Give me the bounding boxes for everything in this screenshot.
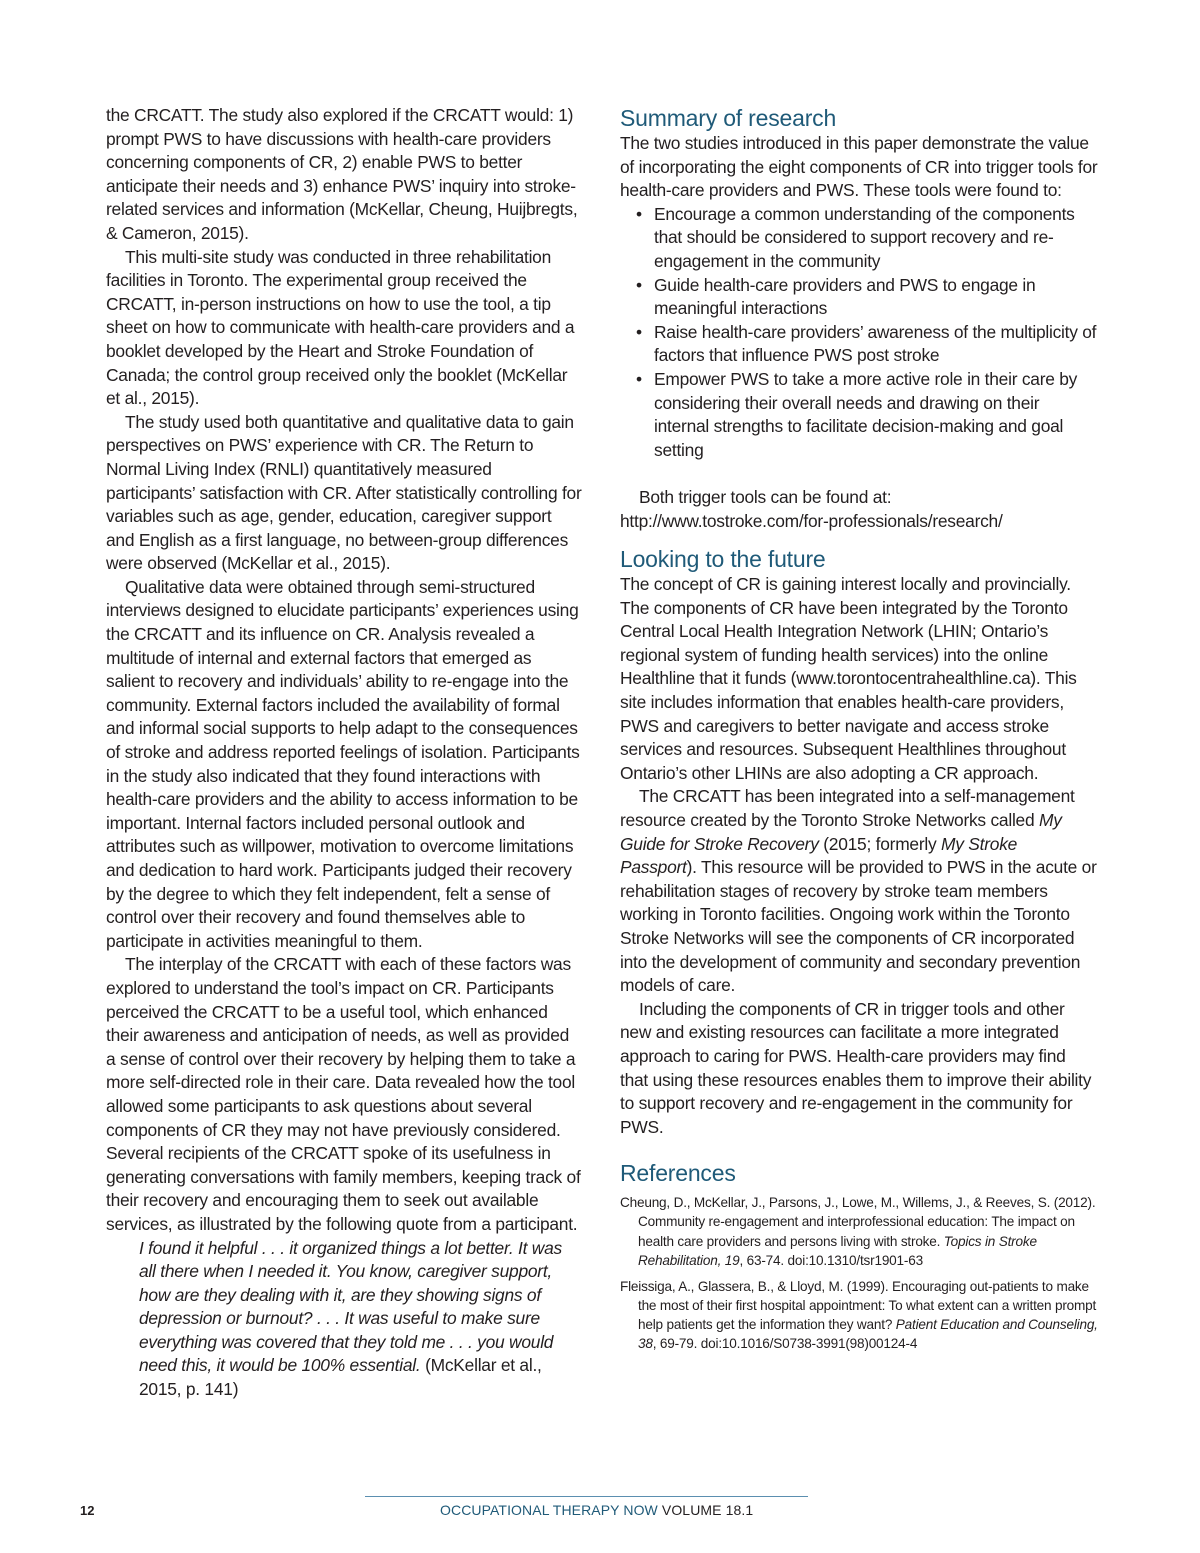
left-column xyxy=(106,104,582,1402)
resource-title: My Stroke Passport xyxy=(620,833,1018,878)
publication-name: OCCUPATIONAL THERAPY NOW xyxy=(440,1502,662,1518)
paragraph: the CRCATT. The study also explored if the CRCATT would: 1) prompt PWS to have discussions with health-care providers concerning components of CR, 2) enable PWS to better anticipate their needs and 3) enhance PWS’ inquiry into stroke-related services and information (McKellar, Cheung, Huijbregts, & Cameron, 2015). xyxy=(106,105,578,243)
reference-text: , 63-74. doi:10.1310/tsr1901-63 xyxy=(739,1252,923,1268)
resource-title: My Guide for Stroke Recovery xyxy=(620,810,1062,854)
paragraph: The concept of CR is gaining interest locally and provincially. The components of CR have been integrated by the Toronto Central Local Health Integration Network (LHIN; Ontario’s regional system of funding health services) into the online Healthline that it funds (www.torontocentrahealthline.ca). This site includes information that enables health-care providers, PWS and caregivers to better navigate and access stroke services and resources. Subsequent Healthlines throughout Ontario’s other LHINs are also adopting a CR approach. xyxy=(620,574,1077,783)
journal-title: Topics in Stroke Rehabilitation, 19 xyxy=(638,1233,1037,1268)
paragraph: The interplay of the CRCATT with each of these factors was explored to understand the tool’s impact on CR. Participants perceived the CRCATT to be a useful tool, which enhanced their awareness and anticipation of needs, as well as provided a sense of control over their recovery by helping them to take a more self-directed role in their care. Data revealed how the tool allowed some participants to ask questions about several components of CR they may not have previously considered. Several recipients of the CRCATT spoke of its usefulness in generating conversations with family members, keeping track of their recovery and encouraging them to seek out available services, as illustrated by the following quote from a participant. xyxy=(106,954,581,1234)
section-heading-summary: Summary of research xyxy=(620,105,837,131)
list-item xyxy=(636,368,1098,462)
paragraph: This multi-site study was conducted in three rehabilitation facilities in Toronto. The experimental group received the CRCATT, in-person instructions on how to use the tool, a tip sheet on how to communicate with health-care providers and a booklet developed by the Heart and Stroke Foundation of Canada; the control group received only the booklet (McKellar et al., 2015). xyxy=(106,246,575,409)
page-number: 12 xyxy=(80,1503,95,1518)
footer-publication xyxy=(440,1502,753,1518)
paragraph: The study used both quantitative and qualitative data to gain perspectives on PWS’ experience with CR. The Return to Normal Living Index (RNLI) quantitatively measured participants’ satisfaction with CR. After statistically controlling for variables such as age, gender, education, caregiver support and English as a first language, no between-group differences were observed (McKellar et al., 2015). xyxy=(106,411,582,574)
paragraph: Including the components of CR in trigger tools and other new and existing resources can facilitate a more integrated approach to caring for PWS. Health-care providers may find that using these resources enables them to improve their ability to support recovery and re-engagement in the community for PWS. xyxy=(620,998,1092,1137)
bullet-list xyxy=(620,203,1098,463)
reference-item xyxy=(620,1277,1098,1353)
paragraph: The two studies introduced in this paper demonstrate the value of incorporating the eight components of CR into trigger tools for health-care providers and PWS. These tools were found to: xyxy=(620,133,1098,201)
list-item xyxy=(636,203,1098,274)
bullet-icon: • xyxy=(636,274,642,295)
list-item-text: Raise health-care providers’ awareness of the multiplicity of factors that influence PWS post stroke xyxy=(654,321,1097,366)
list-item-text: Encourage a common understanding of the components that should be considered to support recovery and re-engagement in the community xyxy=(654,203,1075,271)
bullet-icon: • xyxy=(636,203,642,224)
list-item xyxy=(636,321,1098,368)
volume-label: VOLUME 18.1 xyxy=(661,1502,754,1518)
reference-text: Cheung, D., McKellar, J., Parsons, J., Lowe, M., Willems, J., & Reeves, S. (2012). Community re-engagement and interprofessional education: The impact on health care providers and persons living with stroke. xyxy=(620,1195,1096,1249)
block-quote xyxy=(106,1237,582,1402)
section-heading-references: References xyxy=(620,1160,736,1187)
reference-item xyxy=(620,1193,1098,1269)
right-column xyxy=(620,104,1098,1360)
list-item-text: Guide health-care providers and PWS to engage in meaningful interactions xyxy=(654,274,1036,319)
reference-list xyxy=(620,1193,1098,1353)
bullet-icon: • xyxy=(636,321,642,342)
paragraph xyxy=(620,785,1098,997)
text: The CRCATT has been integrated into a self-management resource created by the Toronto Stroke Networks called xyxy=(620,786,1075,831)
footer-divider xyxy=(365,1496,808,1497)
tools-link-paragraph: Both trigger tools can be found at: http://www.tostroke.com/for-professionals/research/ xyxy=(620,486,1003,531)
text: ). This resource will be provided to PWS in the acute or rehabilitation stages of recovery by stroke team members working in Toronto facilities. Ongoing work within the Toronto Stroke Networks will see the components of CR incorporated into the development of community and secondary prevention models of care. xyxy=(620,857,1097,996)
journal-title: Patient Education and Counseling, 38 xyxy=(638,1316,1098,1351)
paragraph: Qualitative data were obtained through semi-structured interviews designed to elucidate participants’ experiences using the CRCATT and its influence on CR. Analysis revealed a multitude of internal and external factors that emerged as salient to recovery and individuals’ ability to re-engage into the community. External factors included the availability of formal and informal social supports to help adapt to the consequences of stroke and address reported feelings of isolation. Participants in the study also indicated that they found interactions with health-care providers and the ability to access information to be important. Internal factors included personal outlook and attributes such as willpower, motivation to overcome limitations and dedication to hard work. Participants judged their recovery by the degree to which they felt independent, felt a sense of control over their recovery and found themselves able to participate in activities meaningful to them. xyxy=(106,576,580,951)
text: (2015; formerly xyxy=(818,833,942,854)
section-heading-future: Looking to the future xyxy=(620,546,826,573)
quote-citation: (McKellar et al., 2015, p. 141) xyxy=(139,1355,542,1400)
reference-text: Fleissiga, A., Glassera, B., & Lloyd, M. (1999). Encouraging out-patients to make the most of their first hospital appointment: To what extent can a written prompt help patients get the information they want? xyxy=(620,1278,1097,1332)
list-item-text: Empower PWS to take a more active role in their care by considering their overall needs and drawing on their internal strengths to facilitate decision-making and goal setting xyxy=(654,368,1078,460)
list-item xyxy=(636,274,1098,321)
reference-text: , 69-79. doi:10.1016/S0738-3991(98)00124-4 xyxy=(652,1336,918,1351)
quote-text: I found it helpful . . . it organized things a lot better. It was all there when I needed it. You know, caregiver support, how are they dealing with it, are they showing signs of depression or burnout? . . . It was useful to make sure everything was covered that they told me . . . you would need this, it would be 100% essential. xyxy=(139,1237,562,1376)
bullet-icon: • xyxy=(636,368,642,389)
